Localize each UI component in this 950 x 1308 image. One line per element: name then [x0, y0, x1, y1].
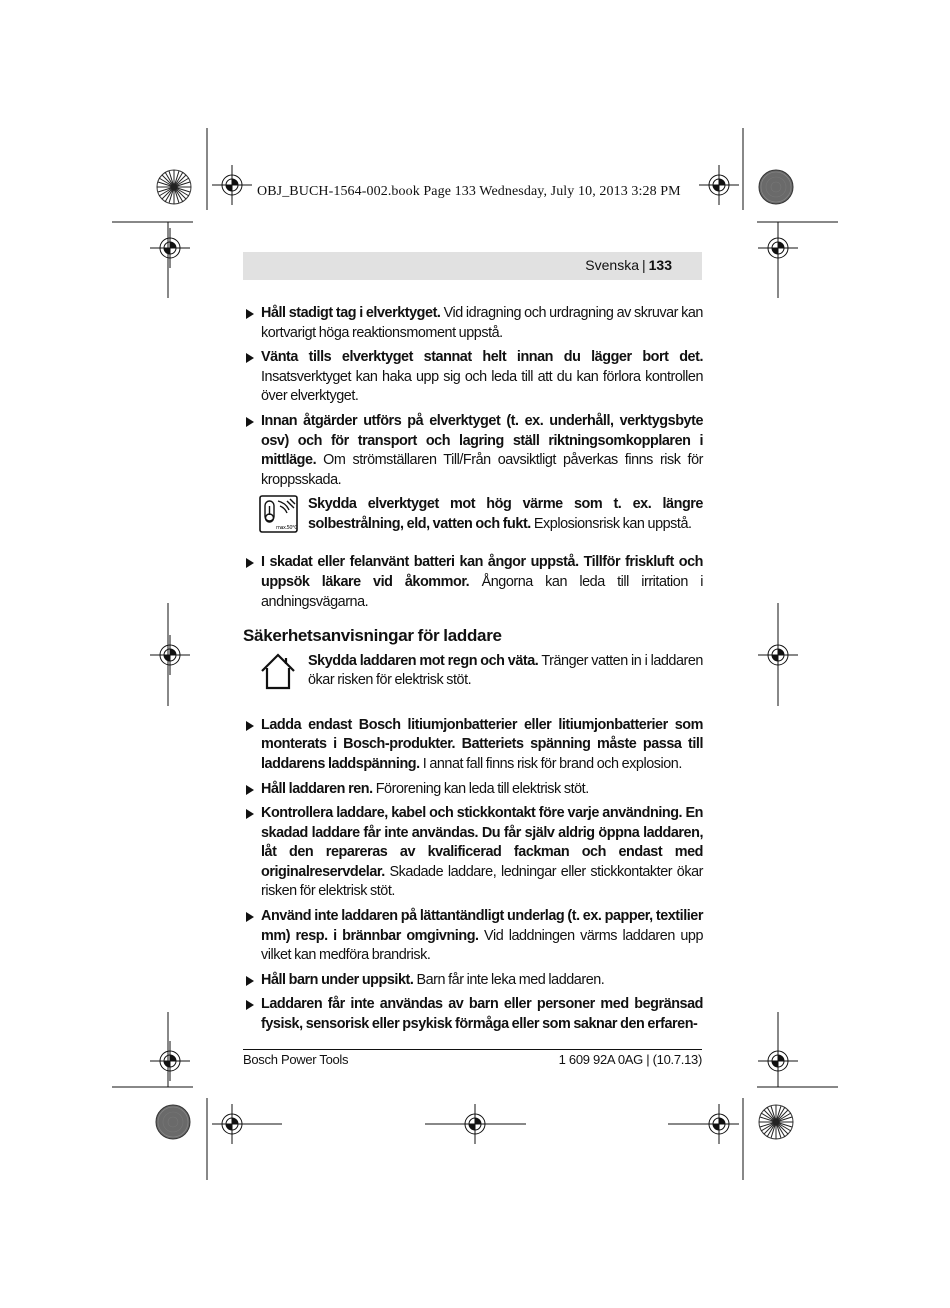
footer-brand: Bosch Power Tools — [243, 1052, 349, 1067]
page-header — [243, 252, 702, 280]
item-bold: Håll barn under uppsikt. — [261, 971, 414, 988]
item-bold: Innan åtgärder utförs på elverktyget (t. ex. underhåll, verktygsbyte osv) och för transport och lagring ställ riktningsomkopplaren i mittläge. — [261, 412, 703, 469]
list-item — [243, 553, 703, 612]
note-bold: Skydda laddaren mot regn och väta. — [308, 652, 539, 669]
item-bold: Kontrollera laddare, kabel och stickkontakt före varje användning. En skadad laddare får inte användas. Du får själv aldrig öppna laddaren, låt den repareras av kvalificerad fackman och endast med originalreservdelar. — [261, 805, 703, 880]
item-text: Insatsverktyget kan haka upp sig och leda till att du kan förlora kontrollen över elverktyget. — [261, 368, 703, 405]
bullet-triangle-icon — [246, 976, 254, 986]
item-bold: Laddaren får inte användas av barn eller personer med begränsad fysisk, sensorisk eller psykisk förmåga eller som saknar den erfaren- — [261, 996, 703, 1033]
item-text: Skadade laddare, ledningar eller stickkontakter ökar risken för elektrisk stöt. — [261, 863, 703, 900]
list-item — [243, 716, 703, 775]
item-bold: Använd inte laddaren på lättantändligt underlag (t. ex. papper, textilier mm) resp. i brännbar omgivning. — [261, 908, 703, 944]
note-text: Tränger vatten in i laddaren ökar risken för elektrisk stöt. — [308, 652, 703, 689]
bullet-triangle-icon — [246, 1000, 254, 1010]
item-bold: Håll laddaren ren. — [261, 780, 373, 797]
header-text: Svenska | 133 — [585, 257, 672, 273]
list-item — [243, 780, 703, 800]
bullet-triangle-icon — [246, 912, 254, 922]
item-bold: I skadat eller felanvänt batteri kan ångor uppstå. Tillför friskluft och uppsök läkare vid åkommor. — [261, 554, 703, 590]
bullet-triangle-icon — [246, 353, 254, 363]
bullet-triangle-icon — [246, 809, 254, 819]
item-text: Förorening kan leda till elektrisk stöt. — [372, 780, 589, 797]
heat-warning-note — [243, 495, 703, 537]
item-text: Vid laddningen värms laddaren upp vilket kan medföra brandrisk. — [261, 927, 703, 964]
list-item — [243, 348, 703, 407]
list-item — [243, 804, 703, 902]
header-language: Svenska — [585, 257, 639, 273]
section-title: Säkerhetsanvisningar för laddare — [243, 626, 502, 646]
heat-icon-label: max.50°C — [276, 525, 298, 532]
item-bold: Ladda endast Bosch litiumjonbatterier eller litiumjonbatterier som monterats i Bosch-produkter. Batteriets spänning måste passa till laddarens laddspänning. — [261, 716, 703, 772]
list-item — [243, 971, 703, 991]
bullet-triangle-icon — [246, 558, 254, 568]
note-bold: Skydda elverktyget mot hög värme som t. ex. längre solbestrålning, eld, vatten och fukt. — [308, 496, 703, 532]
item-text: I annat fall finns risk för brand och explosion. — [419, 755, 682, 772]
page-number: 133 — [648, 257, 672, 273]
bullet-triangle-icon — [246, 721, 254, 731]
item-bold: Vänta tills elverktyget stannat helt innan du lägger bort det. — [261, 349, 703, 366]
note-text: Explosionsrisk kan uppstå. — [530, 515, 692, 532]
indoor-use-house-icon — [259, 652, 299, 690]
heat-warning-icon — [259, 495, 299, 533]
list-item — [243, 412, 703, 490]
charger-warning-note — [243, 652, 703, 694]
item-text: Ångorna kan leda till irritation i andningsvägarna. — [261, 573, 703, 610]
print-slug: OBJ_BUCH-1564-002.book Page 133 Wednesday, July 10, 2013 3:28 PM — [257, 184, 681, 199]
bullet-triangle-icon — [246, 417, 254, 427]
list-item — [243, 304, 703, 343]
item-bold: Håll stadigt tag i elverktyget. — [261, 305, 441, 321]
page-body — [243, 304, 703, 1035]
item-text: Vid idragning och urdragning av skruvar kan kortvarigt höga reaktionsmoment uppstå. — [261, 305, 703, 341]
item-text: Om strömställaren Till/Från oavsiktligt påverkas finns risk för kroppsskada. — [261, 452, 703, 488]
footer-doc-number: 1 609 92A 0AG | (10.7.13) — [558, 1052, 702, 1067]
bullet-triangle-icon — [246, 785, 254, 795]
item-text: Barn får inte leka med laddaren. — [413, 971, 605, 988]
bullet-triangle-icon — [246, 309, 254, 319]
footer-rule — [243, 1049, 702, 1050]
list-item — [243, 995, 703, 1034]
list-item — [243, 907, 703, 966]
